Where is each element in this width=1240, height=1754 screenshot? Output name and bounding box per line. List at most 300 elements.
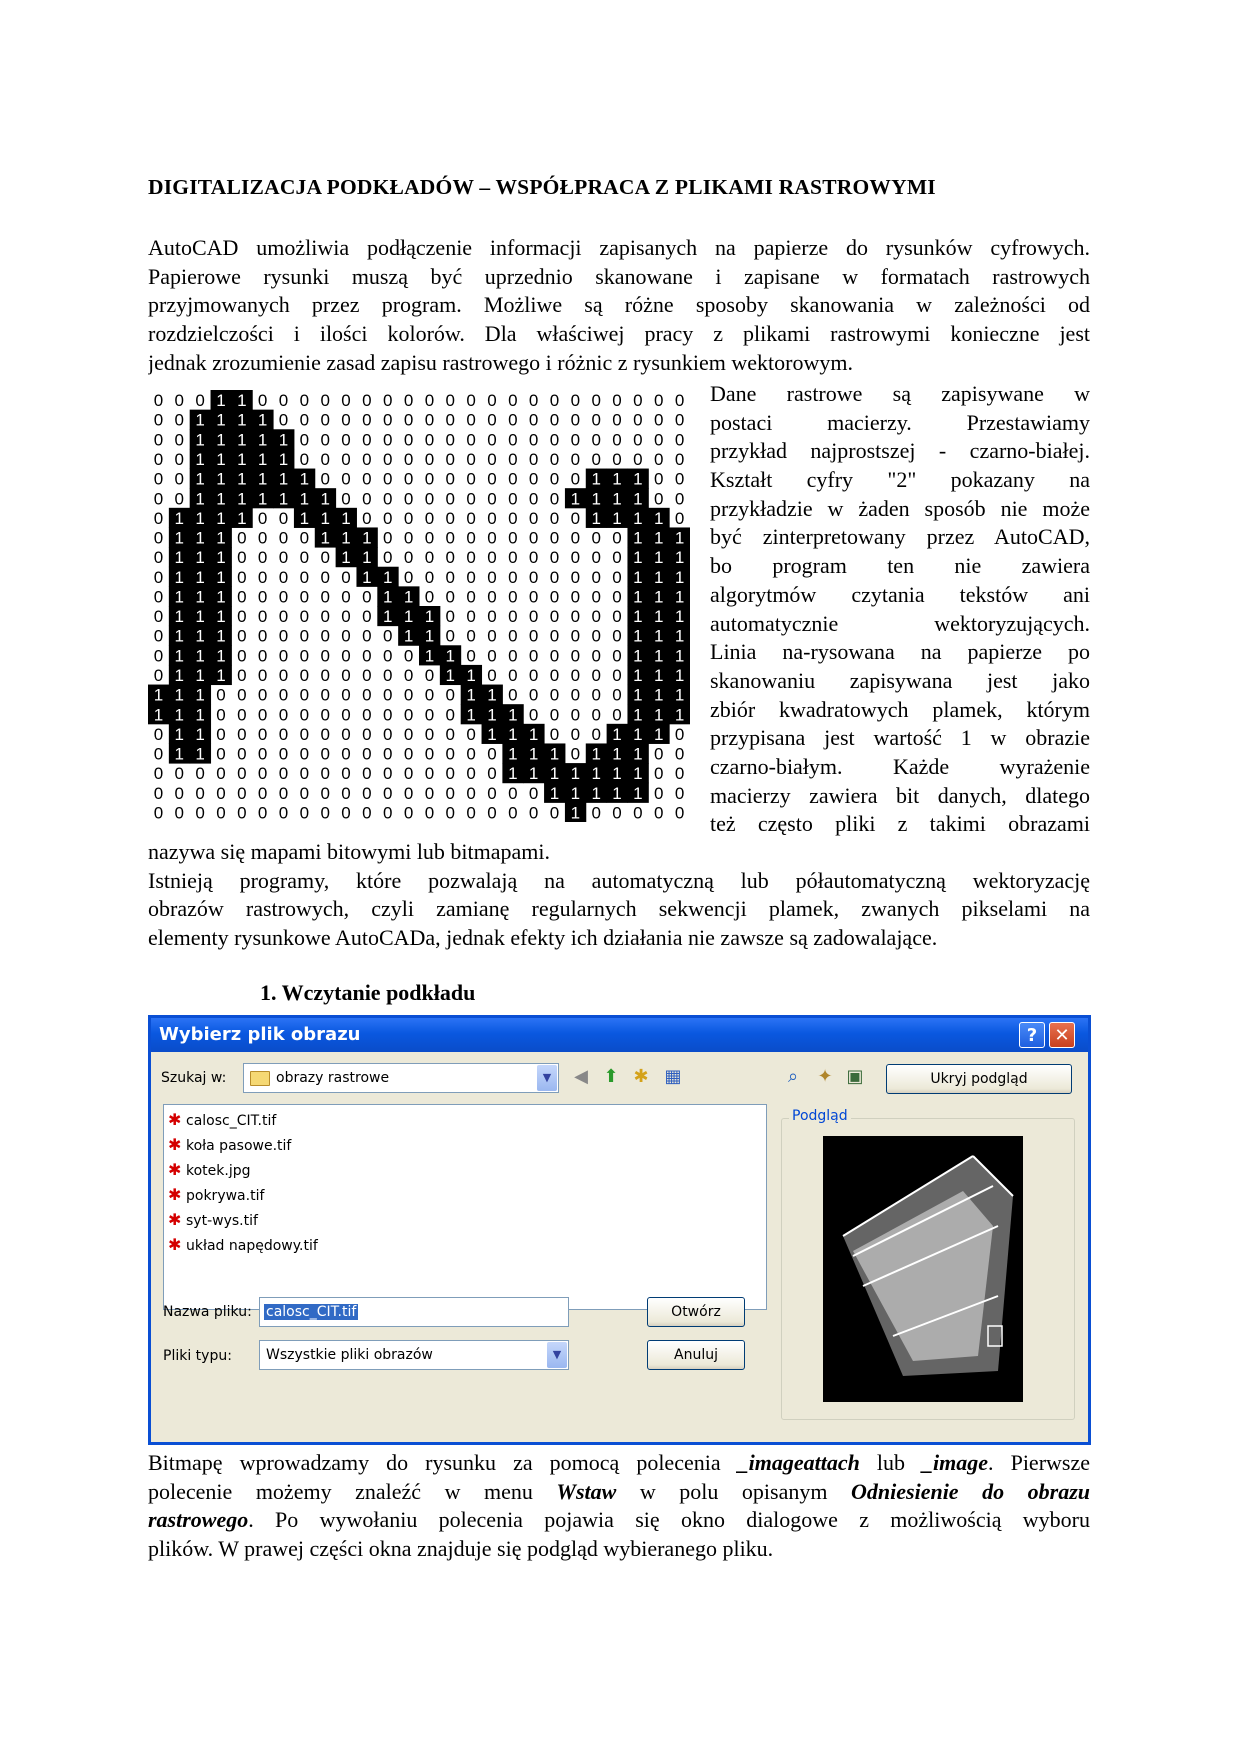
matrix-digit: 1	[674, 548, 685, 568]
matrix-digit: 0	[487, 469, 497, 489]
matrix-digit: 0	[508, 666, 518, 686]
raster-file-icon: ✱	[168, 1210, 182, 1229]
matrix-digit: 0	[257, 666, 268, 686]
matrix-digit: 0	[591, 391, 601, 411]
matrix-digit: 1	[612, 764, 622, 784]
matrix-digit: 0	[216, 685, 226, 705]
matrix-digit: 1	[612, 724, 622, 744]
matrix-digit: 1	[174, 508, 185, 528]
text-line: postaci macierzy. Przestawiamy	[710, 409, 1090, 435]
matrix-digit: 0	[591, 548, 601, 568]
matrix-digit: 0	[362, 450, 372, 470]
matrix-digit: 0	[674, 450, 685, 470]
hide-preview-button[interactable]: Ukryj podgląd	[886, 1064, 1072, 1094]
matrix-digit: 0	[320, 410, 330, 430]
matrix-digit: 0	[403, 744, 414, 764]
matrix-digit: 0	[299, 587, 310, 607]
matrix-digit: 0	[257, 391, 268, 411]
matrix-digit: 0	[674, 764, 685, 784]
matrix-digit: 1	[195, 508, 205, 528]
matrix-digit: 1	[487, 724, 497, 744]
matrix-digit: 0	[278, 548, 289, 568]
matrix-digit: 1	[153, 685, 164, 705]
chevron-down-icon[interactable]: ▼	[537, 1065, 557, 1091]
matrix-digit: 0	[341, 489, 351, 509]
matrix-digit: 1	[174, 587, 185, 607]
up-folder-icon[interactable]: ⬆	[603, 1066, 619, 1087]
matrix-digit: 0	[445, 764, 456, 784]
matrix-digit: 1	[445, 666, 456, 686]
matrix-digit: 0	[508, 528, 518, 548]
after-figure-paragraph	[148, 838, 1090, 953]
matrix-digit: 0	[278, 567, 289, 587]
matrix-digit: 0	[612, 587, 622, 607]
matrix-digit: 1	[591, 744, 601, 764]
filetype-label: Pliki typu:	[163, 1348, 232, 1364]
matrix-digit: 0	[153, 646, 164, 666]
matrix-digit: 1	[508, 705, 518, 725]
matrix-digit: 1	[257, 430, 268, 450]
matrix-digit: 0	[278, 607, 289, 627]
matrix-digit: 0	[487, 489, 497, 509]
text-line: AutoCAD umożliwia podłączenie informacji zapisanych na papierze do rysunków cyfrowych.	[148, 235, 1090, 260]
matrix-digit: 0	[362, 803, 372, 822]
matrix-digit: 0	[195, 783, 205, 803]
matrix-digit: 0	[612, 567, 622, 587]
matrix-digit: 0	[403, 567, 414, 587]
text-line: polecenie możemy znaleźć w menu Wstaw w polu opisanym Odniesienie do obrazu	[148, 1478, 1090, 1504]
open-button[interactable]: Otwórz	[647, 1297, 745, 1327]
matrix-digit: 0	[403, 450, 414, 470]
matrix-digit: 1	[653, 528, 664, 548]
matrix-digit: 1	[341, 508, 351, 528]
dialog-title-bar	[151, 1018, 1088, 1052]
matrix-digit: 1	[216, 489, 226, 509]
matrix-digit: 0	[612, 410, 622, 430]
text-line: algorytmów czytania tekstów ani	[710, 581, 1090, 607]
matrix-digit: 0	[591, 430, 601, 450]
filename-label: Nazwa pliku:	[163, 1304, 252, 1320]
matrix-digit: 0	[320, 685, 330, 705]
matrix-digit: 0	[362, 508, 372, 528]
list-item[interactable]: ✱ koła pasowe.tif	[168, 1135, 292, 1154]
matrix-digit: 0	[466, 587, 476, 607]
matrix-digit: 0	[153, 567, 164, 587]
matrix-digit: 0	[591, 410, 601, 430]
filetype-combo[interactable]	[259, 1340, 569, 1370]
matrix-digit: 0	[424, 764, 435, 784]
chevron-down-icon[interactable]: ▼	[547, 1342, 567, 1368]
matrix-digit: 0	[382, 626, 393, 646]
matrix-digit: 0	[320, 548, 330, 568]
matrix-digit: 0	[403, 391, 414, 411]
matrix-digit: 1	[653, 607, 664, 627]
matrix-digit: 0	[341, 646, 351, 666]
matrix-digit: 0	[674, 410, 685, 430]
matrix-digit: 0	[445, 528, 456, 548]
matrix-digit: 0	[237, 528, 247, 548]
matrix-digit: 0	[528, 548, 539, 568]
matrix-digit: 0	[320, 567, 330, 587]
matrix-digit: 0	[299, 724, 310, 744]
matrix-digit: 0	[508, 410, 518, 430]
list-item[interactable]: ✱ kotek.jpg	[168, 1160, 251, 1179]
matrix-digit: 0	[549, 587, 560, 607]
matrix-digit: 1	[591, 489, 601, 509]
matrix-digit: 0	[424, 548, 435, 568]
matrix-digit: 0	[278, 410, 289, 430]
matrix-digit: 1	[508, 764, 518, 784]
matrix-digit: 1	[528, 764, 539, 784]
matrix-digit: 0	[299, 666, 310, 686]
matrix-digit: 0	[612, 607, 622, 627]
preview-label: Podgląd	[789, 1108, 851, 1124]
matrix-digit: 0	[633, 391, 643, 411]
matrix-digit: 0	[382, 430, 393, 450]
matrix-digit: 1	[653, 567, 664, 587]
matrix-digit: 0	[153, 783, 164, 803]
matrix-digit: 1	[508, 744, 518, 764]
list-item[interactable]: ✱ calosc_CIT.tif	[168, 1110, 277, 1129]
matrix-digit: 0	[341, 450, 351, 470]
matrix-digit: 0	[612, 450, 622, 470]
matrix-digit: 0	[320, 587, 330, 607]
matrix-digit: 0	[299, 764, 310, 784]
text-line: przykład najprostszej - czarno-białej.	[710, 438, 1090, 464]
matrix-digit: 0	[153, 724, 164, 744]
matrix-digit: 0	[487, 450, 497, 470]
matrix-digit: 1	[674, 646, 685, 666]
matrix-digit: 1	[633, 607, 643, 627]
matrix-digit: 1	[424, 607, 435, 627]
matrix-digit: 0	[403, 724, 414, 744]
matrix-digit: 1	[195, 587, 205, 607]
matrix-digit: 0	[153, 508, 164, 528]
matrix-digit: 0	[424, 489, 435, 509]
matrix-digit: 1	[195, 430, 205, 450]
matrix-digit: 0	[153, 430, 164, 450]
matrix-digit: 0	[591, 685, 601, 705]
matrix-digit: 1	[216, 469, 226, 489]
matrix-digit: 1	[174, 666, 185, 686]
matrix-digit: 0	[362, 764, 372, 784]
help-icon[interactable]: ?	[1019, 1022, 1045, 1048]
matrix-digit: 0	[362, 646, 372, 666]
matrix-digit: 1	[445, 646, 456, 666]
matrix-digit: 0	[153, 666, 164, 686]
matrix-digit: 1	[216, 626, 226, 646]
find-icon[interactable]: ⌕	[787, 1066, 799, 1087]
matrix-digit: 1	[674, 666, 685, 686]
matrix-digit: 0	[612, 666, 622, 686]
matrix-digit: 0	[237, 666, 247, 686]
matrix-digit: 0	[612, 626, 622, 646]
matrix-digit: 0	[633, 410, 643, 430]
matrix-digit: 0	[445, 607, 456, 627]
matrix-digit: 1	[195, 528, 205, 548]
matrix-digit: 0	[341, 410, 351, 430]
matrix-digit: 0	[299, 528, 310, 548]
matrix-digit: 0	[549, 489, 560, 509]
matrix-digit: 0	[382, 646, 393, 666]
text-line: przykładzie w żaden sposób nie może	[710, 495, 1090, 521]
tools-icon[interactable]: ▣	[846, 1066, 864, 1087]
matrix-digit: 0	[257, 783, 268, 803]
matrix-digit: 1	[653, 626, 664, 646]
matrix-digit: 1	[195, 450, 205, 470]
matrix-digit: 0	[466, 783, 476, 803]
matrix-digit: 1	[570, 489, 581, 509]
matrix-digit: 0	[591, 803, 601, 822]
matrix-digit: 0	[195, 803, 205, 822]
matrix-digit: 0	[174, 764, 185, 784]
matrix-digit: 0	[257, 705, 268, 725]
matrix-digit: 0	[612, 705, 622, 725]
matrix-digit: 0	[278, 391, 289, 411]
matrix-digit: 0	[424, 587, 435, 607]
matrix-digit: 0	[528, 587, 539, 607]
matrix-digit: 1	[633, 764, 643, 784]
matrix-digit: 0	[570, 469, 581, 489]
matrix-digit: 0	[341, 724, 351, 744]
matrix-digit: 0	[570, 410, 581, 430]
matrix-digit: 0	[591, 724, 601, 744]
matrix-digit: 0	[508, 685, 518, 705]
matrix-digit: 0	[299, 391, 310, 411]
matrix-digit: 0	[257, 646, 268, 666]
matrix-digit: 0	[591, 587, 601, 607]
matrix-digit: 1	[424, 646, 435, 666]
matrix-digit: 0	[299, 705, 310, 725]
folder-icon	[250, 1071, 270, 1086]
matrix-digit: 1	[633, 705, 643, 725]
matrix-digit: 1	[633, 548, 643, 568]
side-paragraph	[710, 380, 1090, 839]
file-list[interactable]	[163, 1104, 767, 1310]
text-line: też często pliki z takimi obrazami	[710, 811, 1090, 837]
matrix-digit: 0	[341, 666, 351, 686]
matrix-digit: 1	[382, 567, 393, 587]
matrix-digit: 0	[278, 764, 289, 784]
matrix-digit: 0	[362, 607, 372, 627]
matrix-digit: 0	[216, 705, 226, 725]
matrix-digit: 1	[195, 646, 205, 666]
matrix-digit: 0	[674, 489, 685, 509]
matrix-digit: 1	[195, 666, 205, 686]
matrix-digit: 0	[653, 764, 664, 784]
matrix-digit: 0	[528, 508, 539, 528]
text-line: jednak zrozumienie zasad zapisu rastrowego i różnic z rysunkiem wektorowym.	[148, 349, 853, 375]
matrix-digit: 1	[299, 489, 310, 509]
matrix-digit: 0	[570, 567, 581, 587]
matrix-digit: 0	[487, 764, 497, 784]
text-line: czarno-białym. Każde wyrażenie	[710, 753, 1090, 779]
matrix-digit: 1	[341, 548, 351, 568]
matrix-digit: 1	[674, 685, 685, 705]
cancel-button[interactable]: Anuluj	[647, 1340, 745, 1370]
text-line: przypisana jest wartość 1 w obrazie	[710, 725, 1090, 751]
matrix-digit: 0	[487, 744, 497, 764]
raster-file-icon: ✱	[168, 1160, 182, 1179]
matrix-digit: 0	[487, 803, 497, 822]
matrix-digit: 0	[466, 508, 476, 528]
matrix-digit: 0	[341, 685, 351, 705]
matrix-digit: 1	[195, 626, 205, 646]
matrix-digit: 1	[237, 391, 247, 411]
matrix-digit: 0	[487, 666, 497, 686]
matrix-digit: 0	[341, 587, 351, 607]
matrix-digit: 0	[549, 469, 560, 489]
matrix-digit: 1	[257, 450, 268, 470]
matrix-digit: 0	[278, 528, 289, 548]
matrix-digit: 0	[174, 430, 185, 450]
matrix-digit: 0	[487, 528, 497, 548]
matrix-digit: 0	[674, 430, 685, 450]
list-item[interactable]: ✱ syt-wys.tif	[168, 1210, 258, 1229]
matrix-digit: 0	[445, 469, 456, 489]
matrix-digit: 0	[466, 607, 476, 627]
matrix-digit: 0	[466, 450, 476, 470]
matrix-digit: 0	[508, 391, 518, 411]
matrix-digit: 0	[549, 391, 560, 411]
matrix-digit: 0	[508, 783, 518, 803]
matrix-digit: 0	[195, 764, 205, 784]
matrix-digit: 1	[653, 508, 664, 528]
matrix-digit: 0	[320, 626, 330, 646]
matrix-digit: 0	[612, 430, 622, 450]
matrix-digit: 0	[403, 764, 414, 784]
matrix-digit: 0	[487, 430, 497, 450]
raster-file-icon: ✱	[168, 1185, 182, 1204]
section-heading: 1. Wczytanie podkładu	[260, 980, 476, 1005]
matrix-digit: 0	[549, 666, 560, 686]
look-in-label: Szukaj w:	[161, 1070, 227, 1086]
matrix-digit: 0	[257, 764, 268, 784]
matrix-digit: 0	[320, 646, 330, 666]
matrix-digit: 0	[570, 744, 581, 764]
matrix-digit: 1	[508, 724, 518, 744]
matrix-digit: 1	[633, 626, 643, 646]
list-item[interactable]: ✱ układ napędowy.tif	[168, 1235, 318, 1254]
matrix-digit: 1	[633, 685, 643, 705]
list-item[interactable]: ✱ pokrywa.tif	[168, 1185, 265, 1204]
close-icon[interactable]: ✕	[1049, 1022, 1075, 1048]
matrix-digit: 0	[382, 724, 393, 744]
matrix-digit: 0	[570, 646, 581, 666]
matrix-digit: 1	[278, 469, 289, 489]
matrix-digit: 0	[612, 391, 622, 411]
matrix-digit: 0	[153, 410, 164, 430]
look-in-combo[interactable]	[243, 1063, 559, 1093]
matrix-digit: 1	[174, 528, 185, 548]
matrix-digit: 0	[299, 626, 310, 646]
matrix-digit: 0	[424, 705, 435, 725]
back-icon[interactable]: ◀	[574, 1066, 588, 1087]
matrix-digit: 0	[528, 685, 539, 705]
matrix-digit: 0	[570, 430, 581, 450]
matrix-digit: 1	[633, 528, 643, 548]
matrix-digit: 1	[403, 626, 414, 646]
matrix-digit: 1	[424, 626, 435, 646]
matrix-digit: 0	[382, 685, 393, 705]
matrix-digit: 0	[528, 646, 539, 666]
matrix-digit: 0	[299, 744, 310, 764]
matrix-digit: 1	[216, 410, 226, 430]
matrix-digit: 0	[508, 508, 518, 528]
matrix-digit: 0	[508, 450, 518, 470]
matrix-digit: 1	[237, 410, 247, 430]
matrix-digit: 0	[299, 430, 310, 450]
matrix-digit: 0	[466, 744, 476, 764]
matrix-digit: 0	[299, 646, 310, 666]
matrix-digit: 1	[633, 469, 643, 489]
matrix-digit: 1	[195, 744, 205, 764]
matrix-digit: 0	[445, 548, 456, 568]
matrix-digit: 1	[320, 528, 330, 548]
matrix-digit: 0	[508, 646, 518, 666]
matrix-digit: 0	[237, 705, 247, 725]
matrix-digit: 0	[278, 626, 289, 646]
matrix-digit: 0	[153, 528, 164, 548]
matrix-digit: 0	[549, 803, 560, 822]
matrix-digit: 1	[591, 783, 601, 803]
matrix-digit: 0	[257, 724, 268, 744]
matrix-digit: 1	[257, 489, 268, 509]
matrix-digit: 0	[570, 548, 581, 568]
matrix-digit: 0	[508, 489, 518, 509]
locate-icon[interactable]: ✦	[817, 1066, 833, 1087]
intro-paragraph	[148, 234, 1090, 377]
matrix-digit: 1	[633, 783, 643, 803]
matrix-digit: 0	[341, 567, 351, 587]
final-paragraph	[148, 1449, 1090, 1564]
matrix-digit: 0	[174, 489, 185, 509]
matrix-digit: 1	[653, 685, 664, 705]
matrix-digit: 0	[653, 430, 664, 450]
matrix-digit: 0	[403, 469, 414, 489]
matrix-digit: 0	[320, 764, 330, 784]
matrix-digit: 0	[424, 410, 435, 430]
matrix-digit: 0	[674, 391, 685, 411]
matrix-digit: 1	[216, 548, 226, 568]
matrix-digit: 0	[487, 391, 497, 411]
file-dialog-screenshot	[148, 1015, 1091, 1445]
text-line: Istnieją programy, które pozwalają na automatyczną lub półautomatyczną wektoryzację	[148, 867, 1090, 893]
matrix-digit: 0	[549, 528, 560, 548]
matrix-digit: 0	[487, 567, 497, 587]
matrix-digit: 0	[466, 803, 476, 822]
matrix-digit: 0	[487, 508, 497, 528]
matrix-digit: 0	[508, 587, 518, 607]
matrix-digit: 1	[362, 528, 372, 548]
matrix-digit: 1	[466, 685, 476, 705]
filename-input[interactable]	[259, 1297, 569, 1327]
new-folder-icon[interactable]: ✱	[633, 1066, 649, 1087]
matrix-digit: 1	[174, 607, 185, 627]
matrix-digit: 0	[549, 430, 560, 450]
matrix-digit: 0	[382, 783, 393, 803]
view-menu-icon[interactable]: ▦	[664, 1066, 682, 1087]
matrix-digit: 1	[216, 567, 226, 587]
matrix-digit: 1	[653, 646, 664, 666]
matrix-digit: 0	[466, 724, 476, 744]
matrix-digit: 0	[445, 685, 456, 705]
matrix-digit: 0	[257, 567, 268, 587]
matrix-digit: 1	[216, 430, 226, 450]
matrix-digit: 0	[591, 666, 601, 686]
matrix-digit: 1	[549, 764, 560, 784]
matrix-digit: 0	[466, 528, 476, 548]
